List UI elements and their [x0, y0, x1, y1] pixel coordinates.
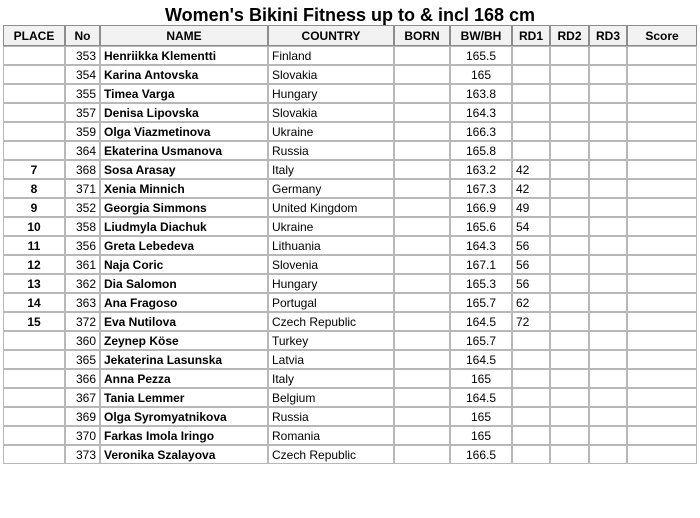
cell-rd3: [589, 46, 627, 65]
header-place: PLACE: [3, 25, 65, 46]
cell-born: [394, 388, 450, 407]
cell-place: 14: [3, 293, 65, 312]
cell-name: Ana Fragoso: [100, 293, 268, 312]
cell-name: Naja Coric: [100, 255, 268, 274]
cell-place: [3, 350, 65, 369]
cell-no: 373: [65, 445, 100, 464]
cell-country: Ukraine: [268, 122, 394, 141]
table-row: [3, 293, 697, 312]
cell-rd2: [550, 46, 589, 65]
cell-score: [627, 426, 697, 445]
cell-rd2: [550, 103, 589, 122]
cell-score: [627, 46, 697, 65]
cell-rd1: 56: [512, 236, 550, 255]
cell-country: Latvia: [268, 350, 394, 369]
cell-score: [627, 312, 697, 331]
cell-country: Hungary: [268, 274, 394, 293]
cell-rd2: [550, 407, 589, 426]
cell-rd2: [550, 65, 589, 84]
cell-born: [394, 46, 450, 65]
cell-born: [394, 426, 450, 445]
cell-no: 371: [65, 179, 100, 198]
cell-country: Belgium: [268, 388, 394, 407]
cell-rd3: [589, 103, 627, 122]
cell-place: 12: [3, 255, 65, 274]
cell-bw-bh: 166.5: [450, 445, 512, 464]
cell-score: [627, 141, 697, 160]
cell-born: [394, 65, 450, 84]
header-bw-bh: BW/BH: [450, 25, 512, 46]
cell-place: 10: [3, 217, 65, 236]
cell-country: Italy: [268, 160, 394, 179]
header-born: BORN: [394, 25, 450, 46]
cell-no: 362: [65, 274, 100, 293]
cell-name: Karina Antovska: [100, 65, 268, 84]
cell-country: Slovakia: [268, 65, 394, 84]
cell-rd1: [512, 445, 550, 464]
cell-place: [3, 46, 65, 65]
cell-score: [627, 293, 697, 312]
cell-bw-bh: 164.5: [450, 312, 512, 331]
cell-rd3: [589, 331, 627, 350]
cell-born: [394, 274, 450, 293]
cell-born: [394, 217, 450, 236]
cell-name: Sosa Arasay: [100, 160, 268, 179]
cell-bw-bh: 167.1: [450, 255, 512, 274]
cell-bw-bh: 164.5: [450, 350, 512, 369]
cell-rd2: [550, 388, 589, 407]
table-row: [3, 179, 697, 198]
cell-score: [627, 331, 697, 350]
cell-country: United Kingdom: [268, 198, 394, 217]
page-title: Women's Bikini Fitness up to & incl 168 cm: [164, 5, 536, 25]
table-row: [3, 217, 697, 236]
header-no: No: [65, 25, 100, 46]
cell-rd3: [589, 141, 627, 160]
cell-score: [627, 84, 697, 103]
cell-place: [3, 331, 65, 350]
cell-country: Ukraine: [268, 217, 394, 236]
cell-rd1: [512, 103, 550, 122]
cell-no: 358: [65, 217, 100, 236]
cell-country: Hungary: [268, 84, 394, 103]
table-row: [3, 160, 697, 179]
cell-place: 9: [3, 198, 65, 217]
cell-no: 364: [65, 141, 100, 160]
cell-place: 13: [3, 274, 65, 293]
cell-rd1: [512, 407, 550, 426]
cell-rd1: 42: [512, 160, 550, 179]
cell-rd3: [589, 255, 627, 274]
header-rd1: RD1: [512, 25, 550, 46]
cell-score: [627, 274, 697, 293]
cell-no: 356: [65, 236, 100, 255]
cell-rd1: [512, 426, 550, 445]
cell-place: 7: [3, 160, 65, 179]
cell-rd2: [550, 445, 589, 464]
cell-bw-bh: 166.9: [450, 198, 512, 217]
cell-rd2: [550, 236, 589, 255]
cell-rd3: [589, 350, 627, 369]
cell-rd3: [589, 84, 627, 103]
cell-name: Georgia Simmons: [100, 198, 268, 217]
cell-rd3: [589, 179, 627, 198]
cell-rd1: [512, 331, 550, 350]
cell-place: [3, 445, 65, 464]
cell-born: [394, 122, 450, 141]
cell-name: Eva Nutilova: [100, 312, 268, 331]
cell-country: Lithuania: [268, 236, 394, 255]
cell-score: [627, 122, 697, 141]
table-row: [3, 388, 697, 407]
cell-bw-bh: 166.3: [450, 122, 512, 141]
cell-rd3: [589, 426, 627, 445]
cell-rd1: [512, 141, 550, 160]
cell-born: [394, 312, 450, 331]
header-rd2: RD2: [550, 25, 589, 46]
cell-rd3: [589, 236, 627, 255]
table-row: [3, 198, 697, 217]
cell-born: [394, 369, 450, 388]
cell-no: 365: [65, 350, 100, 369]
cell-born: [394, 236, 450, 255]
cell-rd3: [589, 407, 627, 426]
cell-rd2: [550, 122, 589, 141]
cell-country: Russia: [268, 141, 394, 160]
cell-place: [3, 388, 65, 407]
cell-rd1: 56: [512, 255, 550, 274]
cell-place: [3, 141, 65, 160]
cell-bw-bh: 165.5: [450, 46, 512, 65]
results-table: [3, 25, 697, 464]
cell-rd3: [589, 217, 627, 236]
cell-score: [627, 103, 697, 122]
cell-no: 359: [65, 122, 100, 141]
cell-rd1: [512, 122, 550, 141]
cell-born: [394, 350, 450, 369]
cell-bw-bh: 165.7: [450, 293, 512, 312]
cell-name: Olga Viazmetinova: [100, 122, 268, 141]
cell-name: Ekaterina Usmanova: [100, 141, 268, 160]
table-row: [3, 350, 697, 369]
table-row: [3, 312, 697, 331]
cell-score: [627, 65, 697, 84]
cell-born: [394, 84, 450, 103]
cell-score: [627, 236, 697, 255]
cell-bw-bh: 165.8: [450, 141, 512, 160]
cell-rd2: [550, 350, 589, 369]
table-row: [3, 331, 697, 350]
cell-rd2: [550, 160, 589, 179]
cell-rd1: [512, 369, 550, 388]
cell-name: Timea Varga: [100, 84, 268, 103]
cell-rd2: [550, 141, 589, 160]
cell-country: Slovenia: [268, 255, 394, 274]
cell-rd3: [589, 312, 627, 331]
table-header-row: [3, 25, 697, 46]
table-row: [3, 141, 697, 160]
table-row: [3, 369, 697, 388]
cell-born: [394, 103, 450, 122]
cell-no: 370: [65, 426, 100, 445]
table-row: [3, 122, 697, 141]
cell-born: [394, 331, 450, 350]
cell-born: [394, 141, 450, 160]
cell-country: Romania: [268, 426, 394, 445]
cell-name: Tania Lemmer: [100, 388, 268, 407]
cell-name: Denisa Lipovska: [100, 103, 268, 122]
cell-born: [394, 293, 450, 312]
cell-rd1: 56: [512, 274, 550, 293]
cell-no: 367: [65, 388, 100, 407]
cell-rd1: 49: [512, 198, 550, 217]
cell-name: Veronika Szalayova: [100, 445, 268, 464]
cell-bw-bh: 165.3: [450, 274, 512, 293]
cell-name: Liudmyla Diachuk: [100, 217, 268, 236]
table-row: [3, 65, 697, 84]
cell-rd3: [589, 198, 627, 217]
cell-bw-bh: 165: [450, 369, 512, 388]
cell-score: [627, 179, 697, 198]
cell-bw-bh: 165: [450, 426, 512, 445]
table-body: [3, 46, 697, 464]
cell-country: Germany: [268, 179, 394, 198]
cell-rd1: 62: [512, 293, 550, 312]
cell-country: Turkey: [268, 331, 394, 350]
cell-born: [394, 445, 450, 464]
cell-name: Farkas Imola Iringo: [100, 426, 268, 445]
cell-rd2: [550, 331, 589, 350]
cell-country: Czech Republic: [268, 312, 394, 331]
cell-bw-bh: 163.2: [450, 160, 512, 179]
cell-rd3: [589, 369, 627, 388]
cell-born: [394, 179, 450, 198]
cell-rd1: [512, 350, 550, 369]
cell-name: Greta Lebedeva: [100, 236, 268, 255]
cell-rd2: [550, 274, 589, 293]
cell-no: 361: [65, 255, 100, 274]
cell-rd2: [550, 293, 589, 312]
header-country: COUNTRY: [268, 25, 394, 46]
cell-no: 372: [65, 312, 100, 331]
cell-country: Russia: [268, 407, 394, 426]
cell-score: [627, 255, 697, 274]
cell-bw-bh: 165.7: [450, 331, 512, 350]
cell-rd1: [512, 388, 550, 407]
cell-place: [3, 407, 65, 426]
cell-born: [394, 407, 450, 426]
cell-no: 355: [65, 84, 100, 103]
cell-no: 354: [65, 65, 100, 84]
cell-country: Czech Republic: [268, 445, 394, 464]
cell-rd3: [589, 65, 627, 84]
cell-place: [3, 426, 65, 445]
cell-country: Finland: [268, 46, 394, 65]
cell-score: [627, 198, 697, 217]
header-score: Score: [627, 25, 697, 46]
cell-score: [627, 350, 697, 369]
cell-no: 352: [65, 198, 100, 217]
cell-rd1: [512, 84, 550, 103]
cell-score: [627, 160, 697, 179]
cell-country: Slovakia: [268, 103, 394, 122]
cell-place: 8: [3, 179, 65, 198]
cell-born: [394, 255, 450, 274]
cell-no: 363: [65, 293, 100, 312]
cell-born: [394, 198, 450, 217]
cell-place: [3, 65, 65, 84]
header-rd3: RD3: [589, 25, 627, 46]
cell-bw-bh: 167.3: [450, 179, 512, 198]
table-row: [3, 274, 697, 293]
cell-rd1: 72: [512, 312, 550, 331]
cell-rd3: [589, 160, 627, 179]
cell-place: [3, 84, 65, 103]
cell-place: [3, 103, 65, 122]
cell-place: [3, 369, 65, 388]
cell-rd2: [550, 255, 589, 274]
cell-rd1: [512, 46, 550, 65]
cell-name: Henriikka Klementti: [100, 46, 268, 65]
cell-no: 368: [65, 160, 100, 179]
cell-bw-bh: 164.3: [450, 103, 512, 122]
cell-place: [3, 122, 65, 141]
cell-bw-bh: 163.8: [450, 84, 512, 103]
cell-score: [627, 388, 697, 407]
cell-place: 11: [3, 236, 65, 255]
cell-name: Xenia Minnich: [100, 179, 268, 198]
cell-bw-bh: 164.3: [450, 236, 512, 255]
cell-no: 357: [65, 103, 100, 122]
cell-rd3: [589, 388, 627, 407]
cell-bw-bh: 165: [450, 407, 512, 426]
cell-rd2: [550, 369, 589, 388]
cell-rd3: [589, 274, 627, 293]
cell-no: 353: [65, 46, 100, 65]
cell-no: 360: [65, 331, 100, 350]
table-row: [3, 445, 697, 464]
cell-country: Italy: [268, 369, 394, 388]
cell-rd2: [550, 198, 589, 217]
cell-bw-bh: 165.6: [450, 217, 512, 236]
table-row: [3, 426, 697, 445]
cell-bw-bh: 164.5: [450, 388, 512, 407]
table-row: [3, 84, 697, 103]
header-name: NAME: [100, 25, 268, 46]
cell-no: 369: [65, 407, 100, 426]
cell-score: [627, 445, 697, 464]
cell-name: Zeynep Köse: [100, 331, 268, 350]
cell-place: 15: [3, 312, 65, 331]
cell-rd2: [550, 217, 589, 236]
table-row: [3, 46, 697, 65]
cell-rd2: [550, 84, 589, 103]
cell-name: Dia Salomon: [100, 274, 268, 293]
table-row: [3, 236, 697, 255]
cell-rd1: [512, 65, 550, 84]
cell-score: [627, 369, 697, 388]
cell-rd1: 54: [512, 217, 550, 236]
cell-score: [627, 217, 697, 236]
cell-no: 366: [65, 369, 100, 388]
cell-name: Anna Pezza: [100, 369, 268, 388]
cell-rd3: [589, 122, 627, 141]
cell-rd2: [550, 179, 589, 198]
cell-rd1: 42: [512, 179, 550, 198]
cell-country: Portugal: [268, 293, 394, 312]
table-row: [3, 407, 697, 426]
cell-name: Jekaterina Lasunska: [100, 350, 268, 369]
cell-born: [394, 160, 450, 179]
cell-bw-bh: 165: [450, 65, 512, 84]
cell-rd2: [550, 426, 589, 445]
cell-rd3: [589, 445, 627, 464]
cell-rd3: [589, 293, 627, 312]
cell-rd2: [550, 312, 589, 331]
cell-score: [627, 407, 697, 426]
table-row: [3, 255, 697, 274]
table-row: [3, 103, 697, 122]
cell-name: Olga Syromyatnikova: [100, 407, 268, 426]
